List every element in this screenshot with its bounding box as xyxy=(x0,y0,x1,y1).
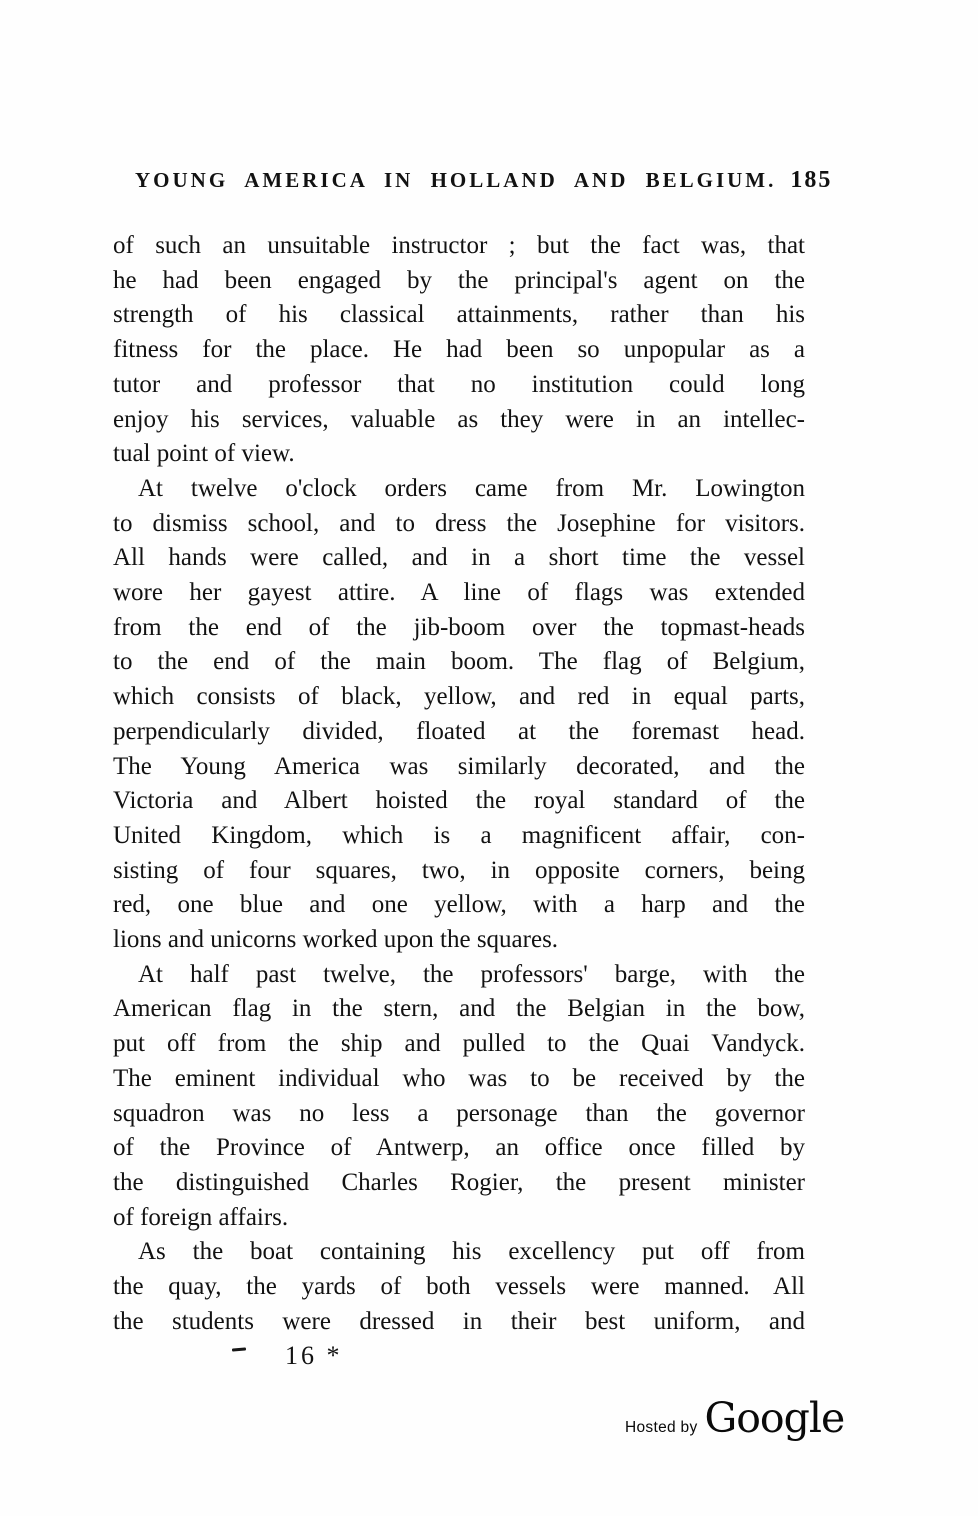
text-line: squadron was no less a personage than the governor xyxy=(113,1099,805,1127)
text-line: American flag in the stern, and the Belgian in the bow, xyxy=(113,995,805,1023)
text-line: strength of his classical attainments, rather than his xyxy=(113,301,805,329)
text-line: of foreign affairs. xyxy=(113,1203,289,1231)
text-line: red, one blue and one yellow, with a harp and the xyxy=(113,891,805,919)
text-line: tutor and professor that no institution could long xyxy=(113,370,805,398)
running-header-title: YOUNG AMERICA IN HOLLAND AND BELGIUM. xyxy=(135,168,777,192)
paragraph xyxy=(113,958,805,1236)
text-line: Victoria and Albert hoisted the royal standard of the xyxy=(113,787,805,815)
text-line: tual point of view. xyxy=(113,440,295,468)
paragraph xyxy=(113,229,805,472)
text-line: lions and unicorns worked upon the squares. xyxy=(113,926,559,954)
text-line: of the Province of Antwerp, an office once filled by xyxy=(113,1134,805,1162)
text-line: of such an unsuitable instructor ; but the fact was, that xyxy=(113,232,805,259)
text-line: As the boat containing his excellency put off from xyxy=(138,1238,805,1266)
text-line: he had been engaged by the principal's agent on the xyxy=(113,266,805,294)
text-line: from the end of the jib-boom over the topmast-heads xyxy=(113,613,805,641)
text-line: The Young America was similarly decorated, and the xyxy=(113,752,805,780)
text-line: At half past twelve, the professors' barge, with the xyxy=(138,960,805,988)
text-line: All hands were called, and in a short time the vessel xyxy=(113,544,805,572)
text-line: At twelve o'clock orders came from Mr. Lowington xyxy=(138,474,805,502)
text-line: put off from the ship and pulled to the Quai Vandyck. xyxy=(113,1030,805,1058)
text-line: the students were dressed in their best uniform, and xyxy=(113,1307,805,1335)
text-line: fitness for the place. He had been so unpopular as a xyxy=(113,336,805,364)
page-number: 185 xyxy=(790,167,833,193)
hosted-by-label: Hosted by xyxy=(625,1419,698,1436)
text-line: United Kingdom, which is a magnificent affair, con- xyxy=(113,821,805,849)
text-line: wore her gayest attire. A line of flags was extended xyxy=(113,579,805,607)
running-header xyxy=(135,167,833,194)
google-logo: Google xyxy=(704,1394,845,1442)
text-line: the quay, the yards of both vessels were manned. All xyxy=(113,1273,805,1301)
stray-pen-mark xyxy=(232,1347,246,1351)
paragraph xyxy=(113,472,805,958)
text-line: to the end of the main boom. The flag of Belgium, xyxy=(113,648,805,676)
text-line: to dismiss school, and to dress the Josephine for visitors. xyxy=(113,509,805,537)
body-text xyxy=(113,229,805,1340)
text-line: perpendicularly divided, floated at the foremast head. xyxy=(113,717,805,745)
text-line: The eminent individual who was to be received by the xyxy=(113,1064,805,1092)
text-line: sisting of four squares, two, in opposite corners, being xyxy=(113,856,805,884)
paragraph xyxy=(113,1235,805,1339)
signature-mark: 16 * xyxy=(285,1341,343,1370)
text-line: the distinguished Charles Rogier, the present minister xyxy=(113,1168,805,1196)
text-line: enjoy his services, valuable as they were in an intellec- xyxy=(113,405,805,433)
text-line: which consists of black, yellow, and red in equal parts, xyxy=(113,683,805,711)
google-books-watermark xyxy=(625,1394,844,1442)
